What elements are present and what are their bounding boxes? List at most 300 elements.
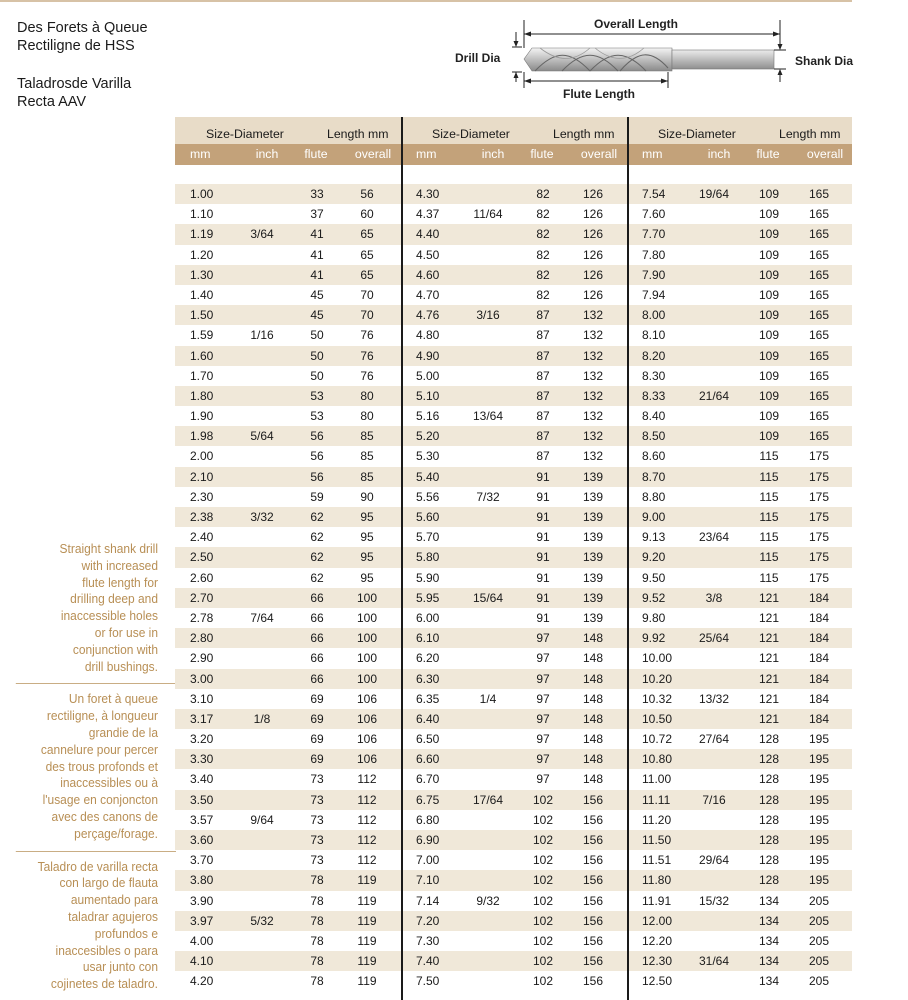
cell-flute: 102 [532, 792, 554, 807]
cell-flute: 128 [758, 752, 780, 767]
cell-flute: 115 [759, 469, 779, 484]
cell-overall: 112 [357, 772, 377, 787]
cell-flute: 115 [759, 489, 779, 504]
cell-inch: 1/16 [250, 328, 274, 343]
cell-mm: 6.20 [416, 651, 440, 666]
cell-flute: 87 [536, 429, 550, 444]
description-es-line-1: Taladro de varilla recta [37, 858, 158, 874]
table-row [175, 689, 852, 709]
cell-mm: 11.00 [642, 772, 672, 787]
description-en-line-1: Straight shank drill [59, 541, 158, 556]
cell-inch: 15/32 [698, 893, 730, 908]
cell-flute: 128 [758, 792, 780, 807]
cell-overall: 184 [808, 691, 830, 706]
cell-mm: 1.98 [190, 429, 214, 444]
cell-mm: 10.00 [642, 651, 673, 666]
header-mm: mm [190, 147, 211, 161]
title-fr-line-1: Des Forets à Queue [17, 20, 148, 36]
cell-overall: 139 [582, 550, 604, 565]
description-es-line-2: con largo de flauta [59, 875, 159, 891]
cell-inch: 13/32 [698, 691, 730, 706]
cell-overall: 112 [357, 812, 377, 827]
description-fr [16, 691, 158, 842]
cell-flute: 109 [758, 207, 780, 222]
cell-mm: 12.20 [642, 933, 673, 948]
description-es-line-3: aumentado para [70, 892, 158, 908]
cell-flute: 66 [310, 671, 324, 686]
cell-flute: 97 [536, 732, 550, 747]
cell-flute: 87 [536, 409, 550, 424]
cell-overall: 156 [582, 893, 604, 908]
table-row [175, 184, 852, 204]
cell-flute: 41 [310, 227, 324, 242]
cell-inch: 5/64 [250, 429, 274, 444]
cell-mm: 1.00 [190, 187, 214, 201]
cell-overall: 132 [582, 308, 604, 323]
cell-flute: 97 [536, 752, 550, 767]
description-en-line-4: drilling deep and [70, 591, 158, 607]
cell-inch: 3/8 [705, 590, 723, 605]
cell-mm: 2.78 [190, 610, 214, 625]
cell-overall: 139 [582, 610, 604, 625]
cell-mm: 7.20 [416, 913, 440, 928]
cell-overall: 100 [356, 651, 378, 666]
cell-overall: 156 [582, 954, 604, 969]
cell-flute: 78 [310, 913, 324, 928]
cell-mm: 7.60 [642, 207, 666, 222]
table-row [175, 446, 852, 466]
description-es-line-8: cojinetes de taladro. [50, 976, 158, 992]
table-row [175, 931, 852, 951]
cell-mm: 5.95 [416, 590, 440, 605]
table-row [175, 547, 852, 567]
cell-mm: 2.40 [190, 530, 214, 545]
cell-overall: 139 [582, 489, 604, 504]
description-en-line-6: or for use in [94, 624, 158, 640]
cell-overall: 156 [582, 933, 604, 948]
table-row [175, 648, 852, 668]
cell-flute: 82 [536, 187, 550, 201]
cell-flute: 37 [310, 207, 324, 222]
cell-overall: 65 [360, 227, 374, 242]
cell-mm: 5.20 [416, 429, 440, 444]
table-row [175, 346, 852, 366]
top-rule [0, 0, 852, 2]
header-mm: mm [416, 147, 437, 161]
table-row [175, 265, 852, 285]
cell-overall: 139 [582, 469, 604, 484]
cell-mm: 8.33 [642, 388, 666, 403]
cell-mm: 3.90 [190, 893, 214, 908]
cell-flute: 97 [536, 772, 550, 787]
cell-overall: 80 [360, 388, 374, 403]
cell-flute: 115 [759, 570, 779, 585]
table-row [175, 245, 852, 265]
cell-overall: 112 [357, 792, 377, 807]
cell-overall: 70 [360, 308, 374, 323]
cell-overall: 195 [808, 772, 830, 787]
cell-flute: 134 [758, 933, 780, 948]
cell-mm: 5.90 [416, 570, 440, 585]
cell-mm: 6.40 [416, 711, 440, 726]
cell-overall: 165 [808, 247, 830, 262]
cell-overall: 165 [808, 388, 830, 403]
table-row [175, 810, 852, 830]
flute-length-label: Flute Length [563, 87, 635, 101]
cell-flute: 128 [758, 812, 780, 827]
cell-flute: 115 [759, 510, 779, 524]
cell-flute: 73 [310, 833, 324, 847]
cell-flute: 62 [310, 570, 324, 585]
cell-overall: 106 [356, 711, 378, 726]
table-row [175, 850, 852, 870]
cell-flute: 134 [758, 893, 780, 908]
cell-mm: 2.38 [190, 510, 214, 524]
cell-flute: 66 [310, 631, 324, 646]
header-flute: flute [756, 147, 780, 161]
cell-flute: 121 [758, 691, 780, 706]
drill-diagram [440, 10, 860, 110]
cell-flute: 59 [310, 489, 324, 504]
cell-overall: 175 [808, 489, 830, 504]
cell-overall: 60 [360, 207, 374, 222]
cell-mm: 3.40 [190, 772, 214, 787]
cell-mm: 11.80 [642, 873, 672, 888]
cell-inch: 15/64 [472, 590, 504, 605]
drill-dia-label: Drill Dia [455, 51, 501, 65]
cell-inch: 7/32 [476, 489, 500, 504]
cell-overall: 165 [808, 368, 830, 383]
header-inch: inch [255, 147, 279, 161]
cell-overall: 184 [808, 590, 830, 605]
cell-mm: 11.91 [642, 893, 672, 908]
cell-mm: 4.37 [416, 207, 440, 222]
cell-mm: 7.10 [416, 873, 440, 888]
description-en-line-7: conjunction with [72, 641, 158, 657]
cell-overall: 148 [582, 711, 604, 726]
cell-flute: 87 [536, 348, 550, 363]
cell-flute: 102 [532, 853, 554, 868]
table-row [175, 971, 852, 991]
cell-inch: 1/8 [253, 711, 271, 726]
cell-flute: 82 [536, 267, 550, 282]
cell-flute: 66 [310, 610, 324, 625]
cell-flute: 102 [532, 873, 554, 888]
cell-flute: 109 [758, 409, 780, 424]
cell-overall: 112 [357, 853, 377, 868]
table-row [175, 870, 852, 890]
table-row [175, 790, 852, 810]
cell-overall: 195 [808, 833, 830, 847]
cell-overall: 132 [582, 388, 604, 403]
cell-flute: 91 [536, 469, 550, 484]
sidebar-divider-2 [16, 851, 176, 852]
cell-flute: 33 [310, 187, 324, 201]
table-row [175, 749, 852, 769]
cell-flute: 91 [536, 489, 550, 504]
cell-overall: 156 [582, 853, 604, 868]
cell-inch: 9/64 [250, 812, 274, 827]
cell-overall: 80 [360, 409, 374, 424]
cell-flute: 121 [758, 671, 780, 686]
cell-mm: 6.30 [416, 671, 440, 686]
cell-overall: 148 [582, 631, 604, 646]
shank-dia-label: Shank Dia [795, 54, 854, 68]
table-row [175, 588, 852, 608]
cell-overall: 148 [582, 651, 604, 666]
cell-mm: 8.70 [642, 469, 666, 484]
cell-overall: 175 [808, 570, 830, 585]
cell-flute: 73 [310, 792, 324, 807]
cell-flute: 87 [536, 449, 550, 464]
cell-overall: 119 [357, 974, 377, 989]
cell-mm: 7.50 [416, 974, 440, 989]
cell-mm: 2.90 [190, 651, 214, 666]
cell-overall: 106 [356, 691, 378, 706]
cell-flute: 134 [758, 974, 780, 989]
cell-flute: 82 [536, 227, 550, 242]
cell-mm: 4.20 [190, 974, 214, 989]
cell-inch: 1/4 [479, 691, 497, 706]
cell-overall: 119 [357, 954, 377, 969]
cell-flute: 56 [310, 449, 324, 464]
cell-flute: 78 [310, 873, 324, 888]
cell-overall: 165 [808, 227, 830, 242]
description-es-line-5: profundos e [94, 925, 158, 941]
table-row [175, 325, 852, 345]
cell-overall: 175 [808, 449, 830, 464]
cell-mm: 8.40 [642, 409, 666, 424]
shank-dia-dimension [774, 38, 786, 82]
sidebar-divider-1 [16, 683, 176, 684]
table-row [175, 507, 852, 527]
cell-mm: 7.14 [416, 893, 440, 908]
cell-flute: 78 [310, 933, 324, 948]
cell-flute: 78 [310, 893, 324, 908]
cell-flute: 109 [758, 187, 780, 201]
cell-flute: 102 [532, 893, 554, 908]
cell-mm: 10.50 [642, 711, 673, 726]
cell-overall: 156 [582, 812, 604, 827]
table-row [175, 911, 852, 931]
cell-mm: 8.10 [642, 328, 666, 343]
cell-mm: 7.70 [642, 227, 666, 242]
cell-mm: 2.30 [190, 489, 214, 504]
cell-flute: 97 [536, 671, 550, 686]
cell-flute: 78 [310, 974, 324, 989]
cell-inch: 29/64 [698, 853, 730, 868]
cell-overall: 85 [360, 449, 374, 464]
cell-flute: 121 [758, 711, 780, 726]
cell-flute: 53 [310, 409, 324, 424]
cell-flute: 73 [310, 812, 324, 827]
table-body [175, 184, 852, 992]
cell-flute: 128 [758, 772, 780, 787]
cell-mm: 7.80 [642, 247, 666, 262]
table-row [175, 769, 852, 789]
cell-overall: 90 [360, 489, 374, 504]
cell-overall: 195 [808, 732, 830, 747]
header-size-diameter: Size-Diameter [432, 127, 510, 141]
cell-mm: 5.10 [416, 388, 440, 403]
cell-inch: 11/64 [473, 207, 503, 222]
cell-mm: 8.50 [642, 429, 666, 444]
header-length-mm: Length mm [327, 127, 389, 141]
cell-overall: 165 [808, 187, 830, 201]
cell-flute: 87 [536, 368, 550, 383]
description-es-line-4: taladrar agujeros [68, 908, 158, 924]
cell-overall: 106 [356, 732, 378, 747]
cell-overall: 95 [360, 510, 374, 524]
cell-flute: 50 [310, 328, 324, 343]
cell-mm: 6.50 [416, 732, 440, 747]
description-fr-line-6: inaccessibles ou à [60, 775, 158, 791]
column-divider-2 [627, 117, 629, 1000]
cell-overall: 184 [808, 651, 830, 666]
cell-mm: 7.40 [416, 954, 440, 969]
cell-flute: 69 [310, 732, 324, 747]
cell-overall: 165 [808, 409, 830, 424]
cell-mm: 1.80 [190, 388, 214, 403]
cell-overall: 165 [808, 287, 830, 302]
description-en-line-3: flute length for [82, 574, 158, 590]
cell-flute: 128 [758, 873, 780, 888]
description-fr-line-4: cannelure pour percer [40, 741, 158, 757]
cell-flute: 97 [536, 651, 550, 666]
description-es-line-7: usar junto con [82, 959, 158, 975]
cell-flute: 62 [310, 550, 324, 565]
cell-flute: 91 [536, 550, 550, 565]
cell-inch: 3/32 [250, 510, 274, 524]
table-row [175, 568, 852, 588]
cell-overall: 76 [360, 368, 374, 383]
cell-inch: 9/32 [476, 893, 500, 908]
description-en-line-8: drill bushings. [84, 658, 158, 674]
cell-mm: 12.50 [642, 974, 673, 989]
cell-flute: 41 [310, 247, 324, 262]
cell-flute: 87 [536, 328, 550, 343]
cell-overall: 100 [356, 671, 378, 686]
cell-mm: 6.35 [416, 691, 440, 706]
cell-mm: 7.94 [642, 287, 666, 302]
cell-mm: 8.60 [642, 449, 666, 464]
description-fr-line-3: grandie de la [88, 724, 158, 740]
title-es [17, 75, 187, 111]
cell-overall: 139 [582, 570, 604, 585]
cell-flute: 109 [758, 368, 780, 383]
cell-mm: 10.80 [642, 752, 673, 767]
description-fr-line-7: l'usage en conjoncton [42, 792, 158, 808]
cell-flute: 87 [536, 388, 550, 403]
cell-inch: 17/64 [472, 792, 504, 807]
cell-mm: 2.10 [190, 469, 214, 484]
cell-overall: 119 [357, 893, 377, 908]
cell-mm: 6.70 [416, 772, 440, 787]
cell-overall: 139 [582, 530, 604, 545]
cell-overall: 156 [582, 833, 604, 847]
title-fr-line-2: Rectiligne de HSS [17, 38, 135, 54]
cell-mm: 4.50 [416, 247, 440, 262]
cell-mm: 8.00 [642, 308, 666, 323]
cell-overall: 195 [808, 873, 830, 888]
cell-mm: 8.80 [642, 489, 666, 504]
table-row [175, 669, 852, 689]
cell-flute: 102 [532, 812, 554, 827]
cell-overall: 112 [357, 833, 377, 847]
cell-mm: 1.19 [190, 227, 214, 242]
cell-flute: 121 [758, 610, 780, 625]
cell-flute: 78 [310, 954, 324, 969]
cell-inch: 31/64 [698, 954, 730, 969]
cell-mm: 1.40 [190, 287, 214, 302]
cell-flute: 121 [758, 631, 780, 646]
cell-overall: 126 [582, 247, 604, 262]
cell-inch: 19/64 [698, 187, 730, 201]
cell-flute: 50 [310, 368, 324, 383]
cell-overall: 100 [356, 610, 378, 625]
header-mm: mm [642, 147, 663, 161]
cell-flute: 91 [536, 530, 550, 545]
cell-mm: 9.92 [642, 631, 666, 646]
cell-overall: 65 [360, 267, 374, 282]
cell-mm: 1.10 [190, 207, 214, 222]
cell-overall: 95 [360, 570, 374, 585]
cell-overall: 205 [808, 954, 830, 969]
cell-mm: 11.50 [642, 833, 672, 847]
cell-mm: 4.76 [416, 308, 440, 323]
cell-mm: 5.70 [416, 530, 440, 545]
cell-mm: 2.00 [190, 449, 214, 464]
title-block [17, 19, 187, 111]
cell-overall: 76 [360, 348, 374, 363]
cell-flute: 56 [310, 429, 324, 444]
cell-overall: 175 [808, 530, 830, 545]
title-es-line-2: Recta AAV [17, 94, 87, 110]
flute-length-dimension [524, 72, 668, 88]
cell-mm: 7.90 [642, 267, 666, 282]
cell-mm: 4.60 [416, 267, 440, 282]
cell-flute: 41 [310, 267, 324, 282]
cell-mm: 3.17 [190, 711, 214, 726]
header-inch: inch [707, 147, 731, 161]
cell-mm: 3.60 [190, 833, 214, 847]
cell-flute: 109 [758, 308, 780, 323]
cell-flute: 69 [310, 691, 324, 706]
cell-flute: 121 [758, 590, 780, 605]
cell-flute: 97 [536, 631, 550, 646]
cell-mm: 2.60 [190, 570, 214, 585]
cell-flute: 91 [536, 590, 550, 605]
cell-flute: 109 [758, 227, 780, 242]
cell-overall: 205 [808, 913, 830, 928]
cell-overall: 132 [582, 449, 604, 464]
cell-overall: 132 [582, 409, 604, 424]
cell-overall: 205 [808, 893, 830, 908]
cell-mm: 3.30 [190, 752, 214, 767]
cell-overall: 195 [808, 853, 830, 868]
cell-mm: 4.40 [416, 227, 440, 242]
cell-flute: 66 [310, 590, 324, 605]
cell-overall: 175 [808, 550, 830, 565]
header-overall: overall [580, 147, 618, 161]
cell-flute: 82 [536, 207, 550, 222]
cell-mm: 5.40 [416, 469, 440, 484]
cell-mm: 3.57 [190, 812, 214, 827]
table-row [175, 386, 852, 406]
cell-flute: 109 [758, 429, 780, 444]
cell-flute: 82 [536, 247, 550, 262]
cell-inch: 25/64 [698, 631, 730, 646]
